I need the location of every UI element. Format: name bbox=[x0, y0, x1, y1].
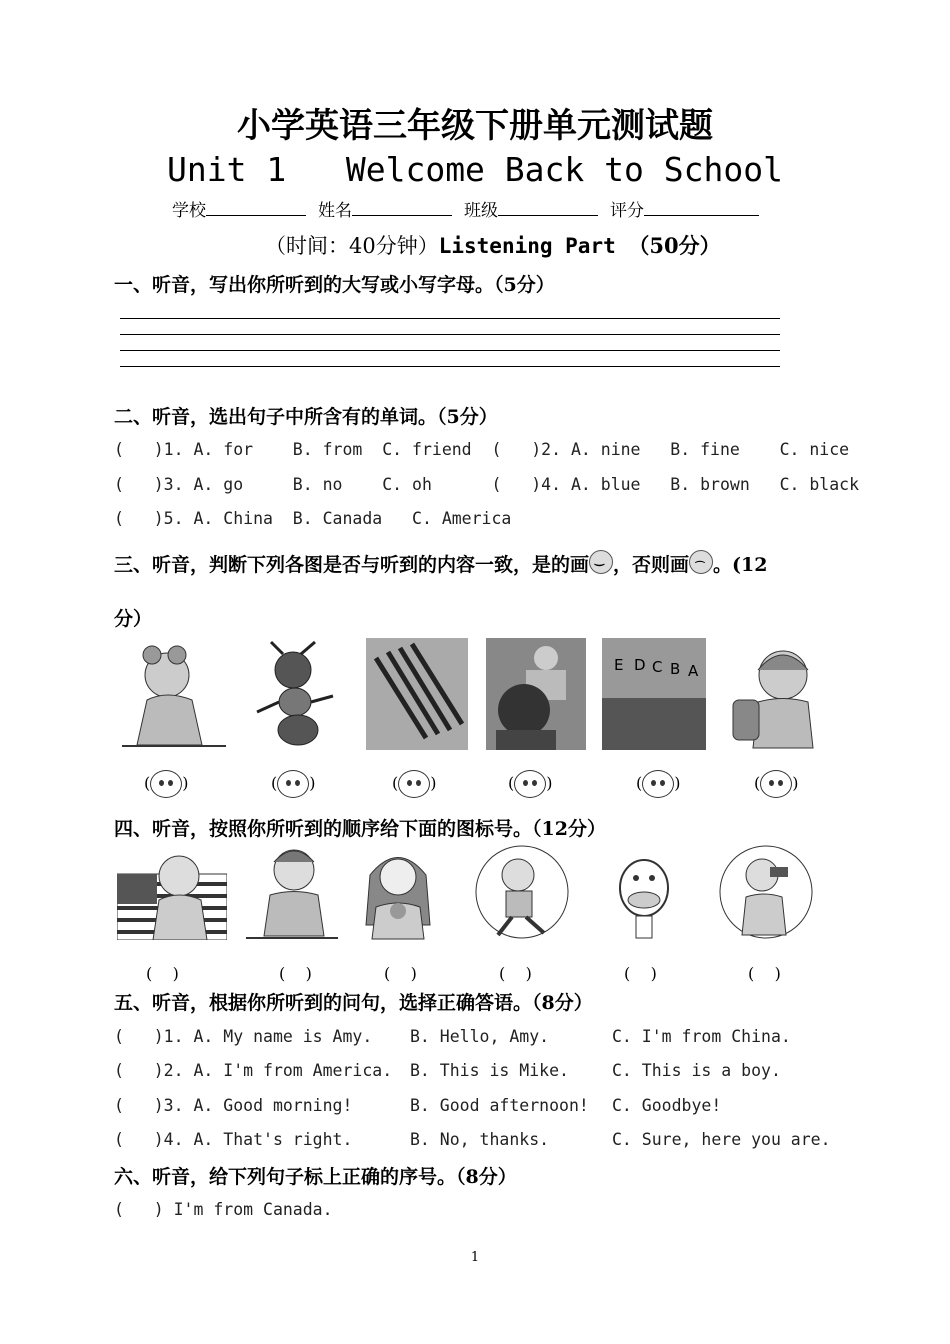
duck-picture bbox=[604, 848, 684, 940]
section-6-heading: 六、听音，给下列句子标上正确的序号。（8分） bbox=[114, 1166, 517, 1188]
girl-saluting-picture bbox=[246, 840, 338, 940]
answer-option-b: B. No, thanks. bbox=[410, 1130, 550, 1149]
question-row: ( )5. A. China B. Canada C. America bbox=[114, 509, 512, 528]
svg-text:A: A bbox=[688, 662, 699, 680]
boy-walking-picture bbox=[468, 845, 576, 940]
class-blank[interactable] bbox=[498, 199, 598, 216]
writing-line[interactable] bbox=[120, 318, 780, 319]
answer-slot-3[interactable]: ( ) bbox=[392, 770, 437, 798]
section-3-heading: 三、听音，判断下列各图是否与听到的内容一致，是的画‿ ，否则画⌒ 。(12 bbox=[114, 550, 767, 577]
score-label: 评分 bbox=[610, 201, 644, 221]
answer-slot-2[interactable]: ( ) bbox=[271, 770, 316, 798]
class-label: 班级 bbox=[464, 201, 498, 221]
answer-option-b: B. Hello, Amy. bbox=[410, 1027, 550, 1046]
answer-slot-5[interactable]: ( ) bbox=[636, 770, 681, 798]
blank-face-icon[interactable] bbox=[398, 770, 430, 798]
svg-text:C: C bbox=[652, 658, 663, 676]
svg-text:E: E bbox=[614, 656, 624, 674]
order-slot-1[interactable]: ( ) bbox=[146, 964, 179, 983]
name-label: 姓名 bbox=[318, 201, 352, 221]
blank-face-icon[interactable] bbox=[642, 770, 674, 798]
section-5-heading: 五、听音，根据你所听到的问句，选择正确答语。（8分） bbox=[114, 992, 593, 1014]
answer-slot-4[interactable]: ( ) bbox=[508, 770, 553, 798]
blank-face-icon[interactable] bbox=[150, 770, 182, 798]
writing-line[interactable] bbox=[120, 366, 780, 367]
ant-picture bbox=[243, 640, 343, 750]
answer-option-a: ( )3. A. Good morning! bbox=[114, 1096, 353, 1115]
writing-line[interactable] bbox=[120, 334, 780, 335]
girl-picture bbox=[122, 640, 226, 750]
order-slot-3[interactable]: ( ) bbox=[384, 964, 417, 983]
answer-option-b: B. Good afternoon! bbox=[410, 1096, 589, 1115]
girl-with-us-flag-picture bbox=[117, 840, 227, 940]
answer-option-c: C. Sure, here you are. bbox=[612, 1130, 831, 1149]
frown-icon bbox=[689, 550, 713, 574]
time-line: （时间：40分钟）Listening Part （50分） bbox=[265, 233, 721, 258]
answer-option-c: C. This is a boy. bbox=[612, 1061, 781, 1080]
score-blank[interactable] bbox=[644, 199, 759, 216]
blank-face-icon[interactable] bbox=[277, 770, 309, 798]
section-1-heading: 一、听音，写出你所听到的大写或小写字母。（5分） bbox=[114, 274, 555, 296]
answer-slot-6[interactable]: ( ) bbox=[754, 770, 799, 798]
answer-option-b: B. This is Mike. bbox=[410, 1061, 569, 1080]
question-row: ( )1. A. for B. from C. friend ( )2. A. nine B. fine C. nice bbox=[114, 440, 850, 459]
answer-option-c: C. Goodbye! bbox=[612, 1096, 722, 1115]
classroom-picture bbox=[486, 638, 586, 750]
blank-face-icon[interactable] bbox=[514, 770, 546, 798]
answer-option-a: ( )4. A. That's right. bbox=[114, 1130, 353, 1149]
girl-with-cat-picture bbox=[356, 845, 440, 940]
order-slot-6[interactable]: ( ) bbox=[748, 964, 781, 983]
student-info bbox=[172, 196, 771, 221]
answer-option-a: ( )1. A. My name is Amy. bbox=[114, 1027, 373, 1046]
answer-option-a: ( )2. A. I'm from America. bbox=[114, 1061, 393, 1080]
writing-line[interactable] bbox=[120, 350, 780, 351]
girl-with-binoculars-picture bbox=[712, 845, 820, 940]
order-slot-5[interactable]: ( ) bbox=[624, 964, 657, 983]
answer-slot-1[interactable]: ( ) bbox=[144, 770, 189, 798]
section-4-heading: 四、听音，按照你所听到的顺序给下面的图标号。（12分） bbox=[114, 818, 606, 840]
alphabet-class-picture bbox=[602, 638, 706, 750]
name-blank[interactable] bbox=[352, 199, 452, 216]
section-3-heading-cont: 分） bbox=[114, 608, 153, 630]
school-label: 学校 bbox=[172, 201, 206, 221]
boy-with-bag-picture bbox=[728, 640, 832, 750]
page-title: 小学英语三年级下册单元测试题 bbox=[237, 106, 713, 146]
question-row: ( )3. A. go B. no C. oh ( )4. A. blue B. brown C. black bbox=[114, 475, 860, 494]
smiley-icon bbox=[589, 550, 613, 574]
section-2-heading: 二、听音，选出句子中所含有的单词。（5分） bbox=[114, 406, 498, 428]
pencils-picture bbox=[366, 638, 468, 750]
answer-option-c: C. I'm from China. bbox=[612, 1027, 791, 1046]
svg-text:D: D bbox=[634, 656, 646, 674]
order-slot-2[interactable]: ( ) bbox=[279, 964, 312, 983]
sentence-row: ( ) I'm from Canada. bbox=[114, 1200, 333, 1219]
svg-text:B: B bbox=[670, 660, 681, 678]
school-blank[interactable] bbox=[206, 199, 306, 216]
unit-title: Unit 1 Welcome Back to School bbox=[167, 150, 783, 189]
page-number: 1 bbox=[470, 1250, 480, 1265]
blank-face-icon[interactable] bbox=[760, 770, 792, 798]
order-slot-4[interactable]: ( ) bbox=[499, 964, 532, 983]
